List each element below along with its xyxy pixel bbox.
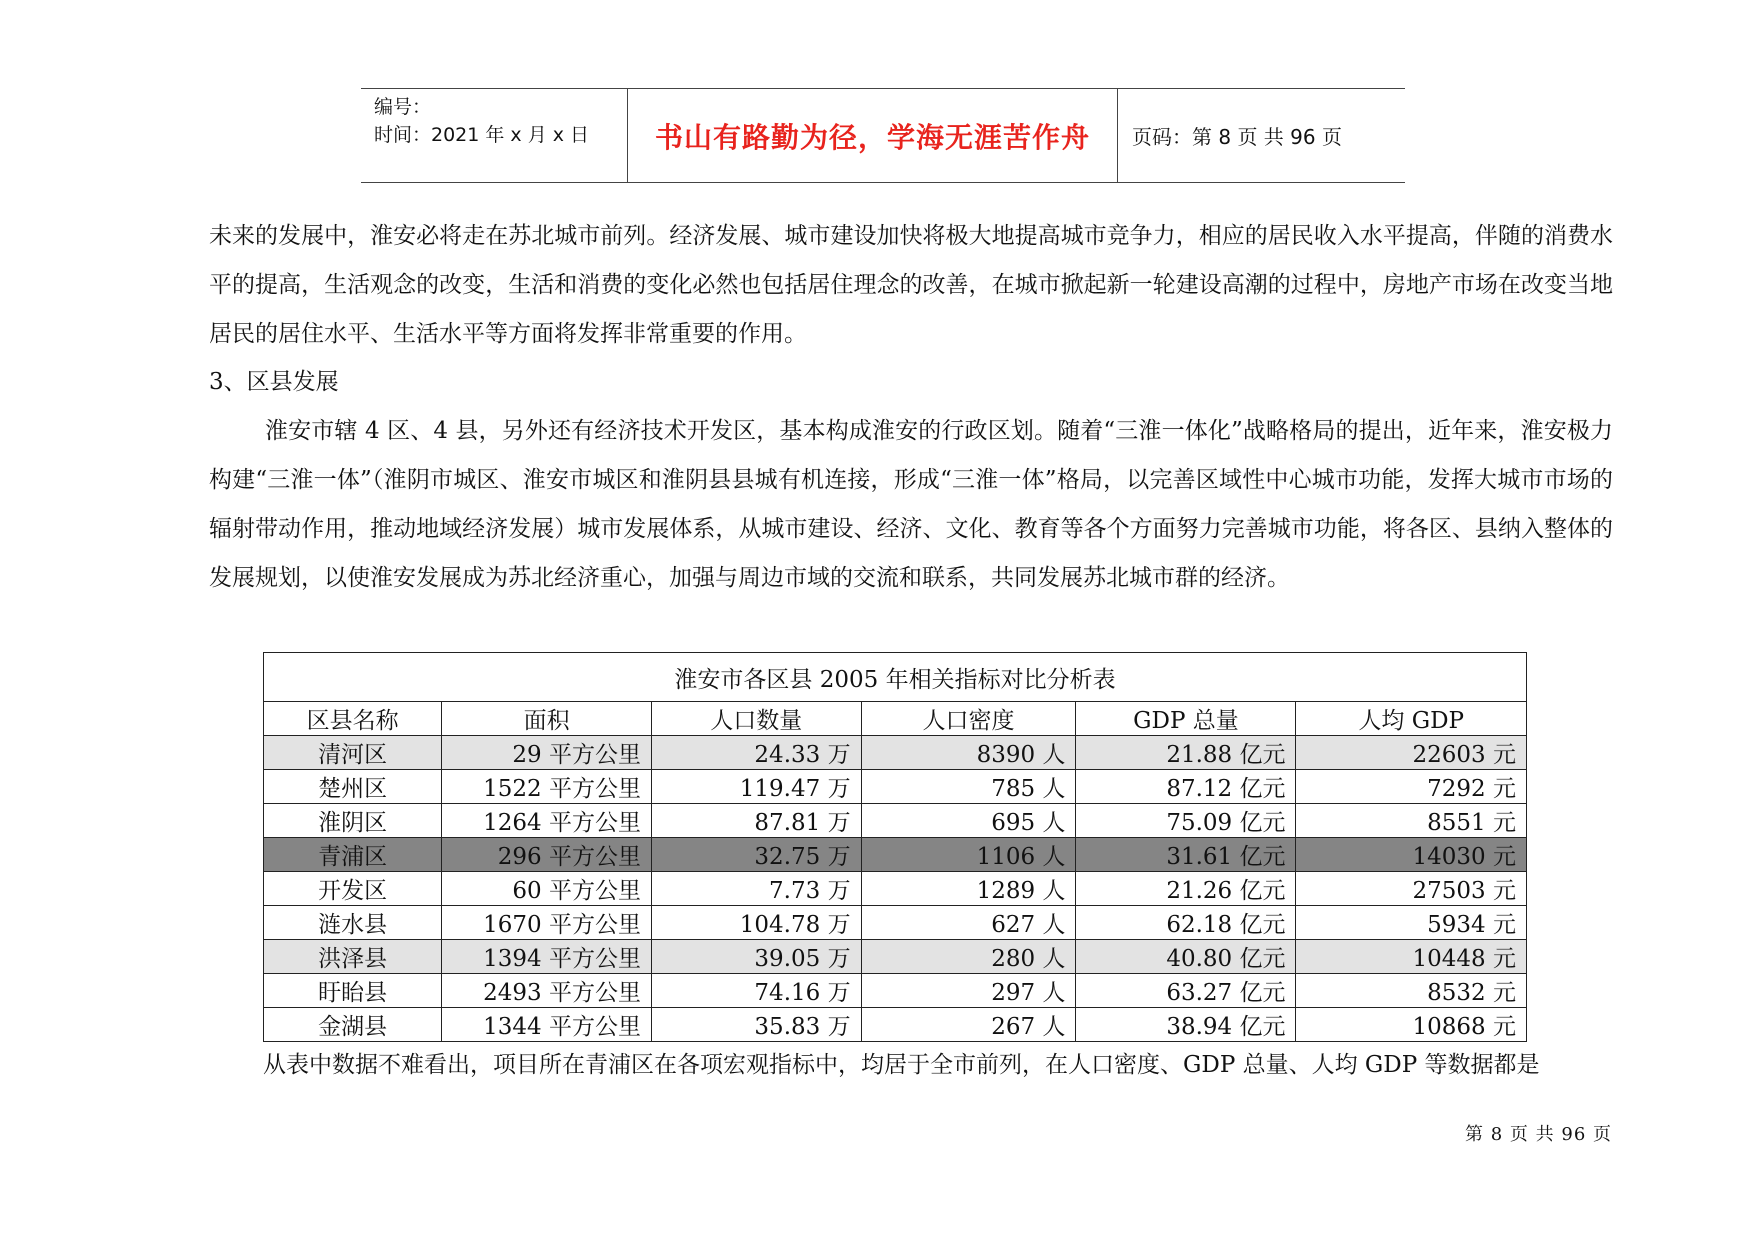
column-header: 区县名称 [264, 702, 442, 736]
header-page-number: 页码：第 8 页 共 96 页 [1132, 125, 1342, 149]
table-cell: 洪泽县 [264, 940, 442, 974]
table-cell: 87.12 亿元 [1076, 770, 1296, 804]
table-cell: 24.33 万 [651, 736, 861, 770]
table-cell: 5934 元 [1296, 906, 1527, 940]
table-cell: 27503 元 [1296, 872, 1527, 906]
table-row [264, 1008, 1527, 1042]
table-caption-row [264, 653, 1527, 702]
table-cell: 2493 平方公里 [442, 974, 652, 1008]
page-footer: 第 8 页 共 96 页 [1465, 1124, 1612, 1145]
table-cell: 10448 元 [1296, 940, 1527, 974]
table-row [264, 906, 1527, 940]
table-cell: 627 人 [861, 906, 1076, 940]
table-cell: 1670 平方公里 [442, 906, 652, 940]
table-row [264, 974, 1527, 1008]
table-cell: 10868 元 [1296, 1008, 1527, 1042]
table-cell: 金湖县 [264, 1008, 442, 1042]
header-divider [1117, 89, 1118, 182]
table-cell: 119.47 万 [651, 770, 861, 804]
table-cell: 29 平方公里 [442, 736, 652, 770]
table-cell: 14030 元 [1296, 838, 1527, 872]
table-cell: 7292 元 [1296, 770, 1527, 804]
section-heading: 3、区县发展 [209, 369, 339, 395]
table-cell: 35.83 万 [651, 1008, 861, 1042]
table-cell: 淮阴区 [264, 804, 442, 838]
table-cell: 60 平方公里 [442, 872, 652, 906]
table-cell: 清河区 [264, 736, 442, 770]
body-paragraph: 淮安市辖 4 区、4 县，另外还有经济技术开发区，基本构成淮安的行政区划。随着“三淮一体化”战略格局的提出，近年来，淮安极力构建“三淮一体”（淮阴市城区、淮安市城区和淮阴县县城有机连接，形成“三淮一体”格局，以完善区域性中心城市功能，发挥大城市市场的辐射带动作用，推动地域经济发展）城市发展体系，从城市建设、经济、文化、教育等各个方面努力完善城市功能，将各区、县纳入整体的发展规划，以使淮安发展成为苏北经济重心，加强与周边市域的交流和联系，共同发展苏北城市群的经济。 [209, 418, 1613, 591]
table-cell: 21.88 亿元 [1076, 736, 1296, 770]
table-cell: 21.26 亿元 [1076, 872, 1296, 906]
body-paragraph: 未来的发展中，淮安必将走在苏北城市前列。经济发展、城市建设加快将极大地提高城市竞争力，相应的居民收入水平提高，伴随的消费水平的提高，生活观念的改变，生活和消费的变化必然也包括居住理念的改善，在城市掀起新一轮建设高潮的过程中，房地产市场在改变当地居民的居住水平、生活水平等方面将发挥非常重要的作用。 [209, 223, 1613, 347]
table-cell: 31.61 亿元 [1076, 838, 1296, 872]
table-header-row [264, 702, 1527, 736]
table-cell: 1344 平方公里 [442, 1008, 652, 1042]
table-cell: 1289 人 [861, 872, 1076, 906]
header-meta [374, 93, 634, 149]
table-cell: 1106 人 [861, 838, 1076, 872]
table-cell: 8390 人 [861, 736, 1076, 770]
table-cell: 280 人 [861, 940, 1076, 974]
header-motto: 书山有路勤为径，学海无涯苦作舟 [654, 120, 1090, 154]
table-row [264, 770, 1527, 804]
table-cell: 297 人 [861, 974, 1076, 1008]
table-cell: 32.75 万 [651, 838, 861, 872]
table-cell: 楚州区 [264, 770, 442, 804]
column-header: 人口密度 [861, 702, 1076, 736]
table-cell: 开发区 [264, 872, 442, 906]
column-header: GDP 总量 [1076, 702, 1296, 736]
table-cell: 104.78 万 [651, 906, 861, 940]
table-row [264, 804, 1527, 838]
table-cell: 63.27 亿元 [1076, 974, 1296, 1008]
table-cell: 涟水县 [264, 906, 442, 940]
table-cell: 62.18 亿元 [1076, 906, 1296, 940]
table-cell: 75.09 亿元 [1076, 804, 1296, 838]
column-header: 人口数量 [651, 702, 861, 736]
table-cell: 7.73 万 [651, 872, 861, 906]
table-cell: 8532 元 [1296, 974, 1527, 1008]
table-cell: 1522 平方公里 [442, 770, 652, 804]
table-cell: 盱眙县 [264, 974, 442, 1008]
table-row [264, 736, 1527, 770]
table-cell: 785 人 [861, 770, 1076, 804]
body-paragraph: 从表中数据不难看出，项目所在青浦区在各项宏观指标中，均居于全市前列，在人口密度、GDP 总量、人均 GDP 等数据都是 [263, 1052, 1540, 1078]
table-cell: 1394 平方公里 [442, 940, 652, 974]
table-cell: 267 人 [861, 1008, 1076, 1042]
table-row [264, 940, 1527, 974]
table-cell: 74.16 万 [651, 974, 861, 1008]
table-cell: 40.80 亿元 [1076, 940, 1296, 974]
table-cell: 8551 元 [1296, 804, 1527, 838]
table-cell: 22603 元 [1296, 736, 1527, 770]
table-cell: 1264 平方公里 [442, 804, 652, 838]
table-cell: 38.94 亿元 [1076, 1008, 1296, 1042]
table-cell: 296 平方公里 [442, 838, 652, 872]
document-header [361, 88, 1405, 183]
table-cell: 39.05 万 [651, 940, 861, 974]
table-cell: 青浦区 [264, 838, 442, 872]
table-cell: 695 人 [861, 804, 1076, 838]
column-header: 面积 [442, 702, 652, 736]
table-cell: 87.81 万 [651, 804, 861, 838]
document-number-label: 编号： [374, 96, 432, 118]
document-date: 时间：2021 年 x 月 x 日 [374, 124, 590, 146]
column-header: 人均 GDP [1296, 702, 1527, 736]
table-title: 淮安市各区县 2005 年相关指标对比分析表 [264, 653, 1527, 702]
table-row [264, 872, 1527, 906]
table-row [264, 838, 1527, 872]
district-indicator-table [263, 652, 1527, 1042]
